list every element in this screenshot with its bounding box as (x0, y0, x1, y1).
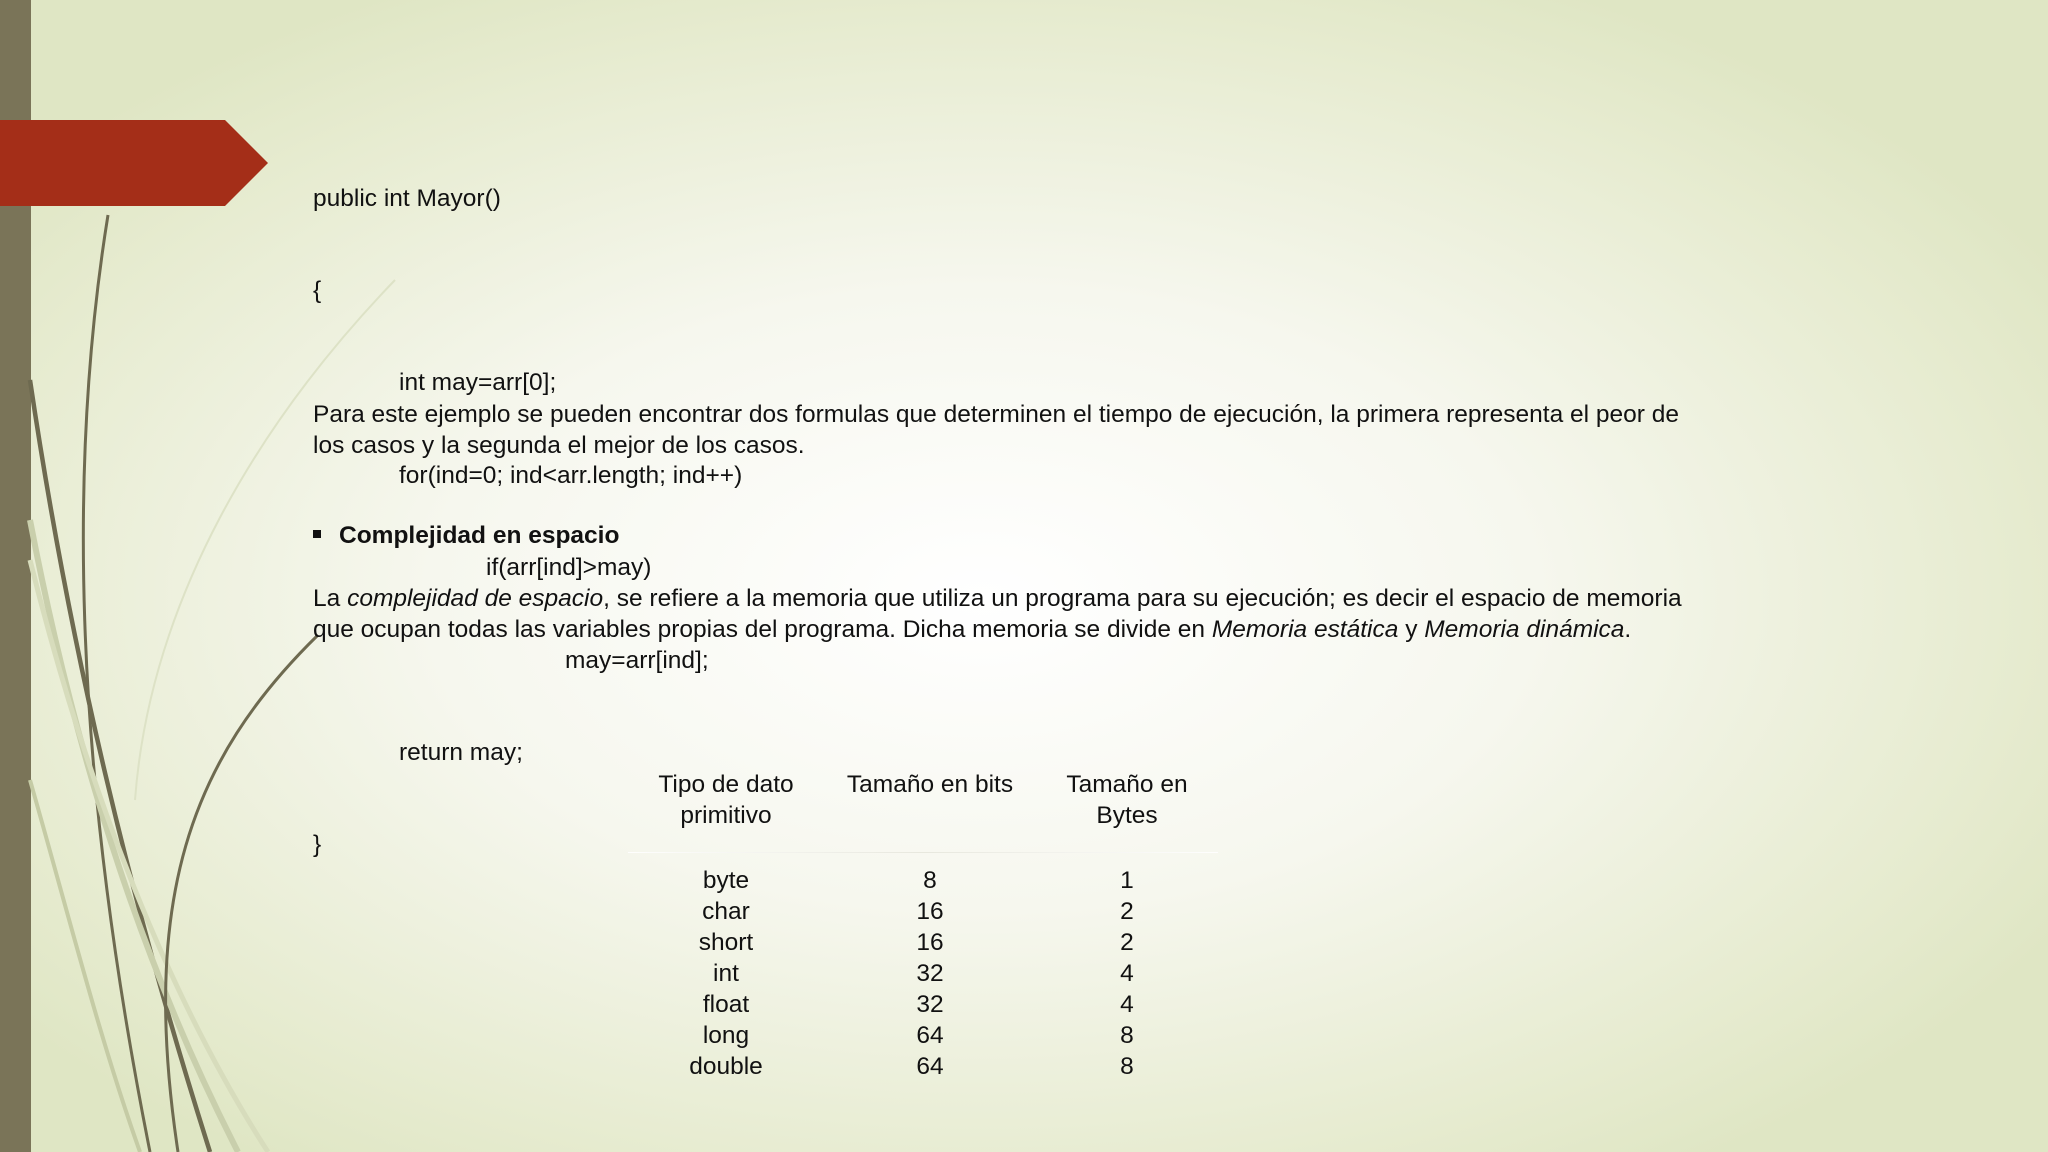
code-line: { (313, 276, 322, 304)
bullet-heading-text: Complejidad en espacio (339, 522, 620, 549)
table-header-cell: Tipo de dato primitivo (658, 771, 794, 829)
table-cell: 2 (1120, 898, 1134, 925)
bullet-heading (313, 522, 619, 550)
code-line: } (313, 831, 322, 859)
table-cell: short (698, 929, 754, 956)
bullet-square-icon (313, 530, 321, 538)
table-row (628, 989, 1218, 1020)
table-cell: 32 (916, 991, 944, 1018)
primitive-types-table (628, 770, 1218, 1082)
table-cell: 16 (916, 929, 944, 956)
table-cell: char (702, 898, 750, 925)
table-cell: 64 (916, 1022, 944, 1049)
table-row (628, 865, 1218, 896)
table-cell: 4 (1120, 991, 1134, 1018)
table-cell: 4 (1120, 960, 1134, 987)
code-line: if(arr[ind]>may) (486, 554, 652, 582)
table-cell: 8 (1120, 1022, 1134, 1049)
table-cell: 1 (1120, 867, 1134, 894)
table-cell: double (689, 1053, 763, 1080)
table-row (628, 896, 1218, 927)
table-divider (628, 852, 1218, 853)
table-cell: float (702, 991, 750, 1018)
code-line: return may; (399, 738, 523, 766)
table-cell: 64 (916, 1053, 944, 1080)
table-cell: byte (702, 867, 750, 894)
paragraph-space-complexity: La complejidad de espacio, se refiere a la memoria que utiliza un programa para su ejecución; es decir el espacio de memoria que ocupan todas las variables propias del programa. Dicha memoria se divide en Memoria estática y Memoria dinámica. (313, 585, 1682, 643)
table-row (628, 958, 1218, 989)
table-cell: 8 (1120, 1053, 1134, 1080)
table-cell: 2 (1120, 929, 1134, 956)
code-line: for(ind=0; ind<arr.length; ind++) (399, 461, 743, 489)
table-header-row (628, 770, 1218, 852)
code-line: may=arr[ind]; (565, 646, 709, 674)
table-cell: long (702, 1022, 750, 1049)
paragraph-execution-time: Para este ejemplo se pueden encontrar dos formulas que determinen el tiempo de ejecución, la primera representa el peor de los casos y la segunda el mejor de los casos. (313, 401, 1679, 459)
code-line: public int Mayor() (313, 184, 501, 212)
table-row (628, 927, 1218, 958)
table-header-cell: Tamaño en bits (846, 771, 1014, 798)
table-cell: 8 (923, 867, 937, 894)
table-cell: int (713, 960, 739, 987)
table-row (628, 1020, 1218, 1051)
red-arrow-tab (0, 120, 268, 206)
table-cell: 16 (916, 898, 944, 925)
table-header-cell: Tamaño en Bytes (1066, 771, 1188, 829)
code-line: int may=arr[0]; (399, 369, 557, 397)
table-cell: 32 (916, 960, 944, 987)
table-row (628, 1051, 1218, 1082)
